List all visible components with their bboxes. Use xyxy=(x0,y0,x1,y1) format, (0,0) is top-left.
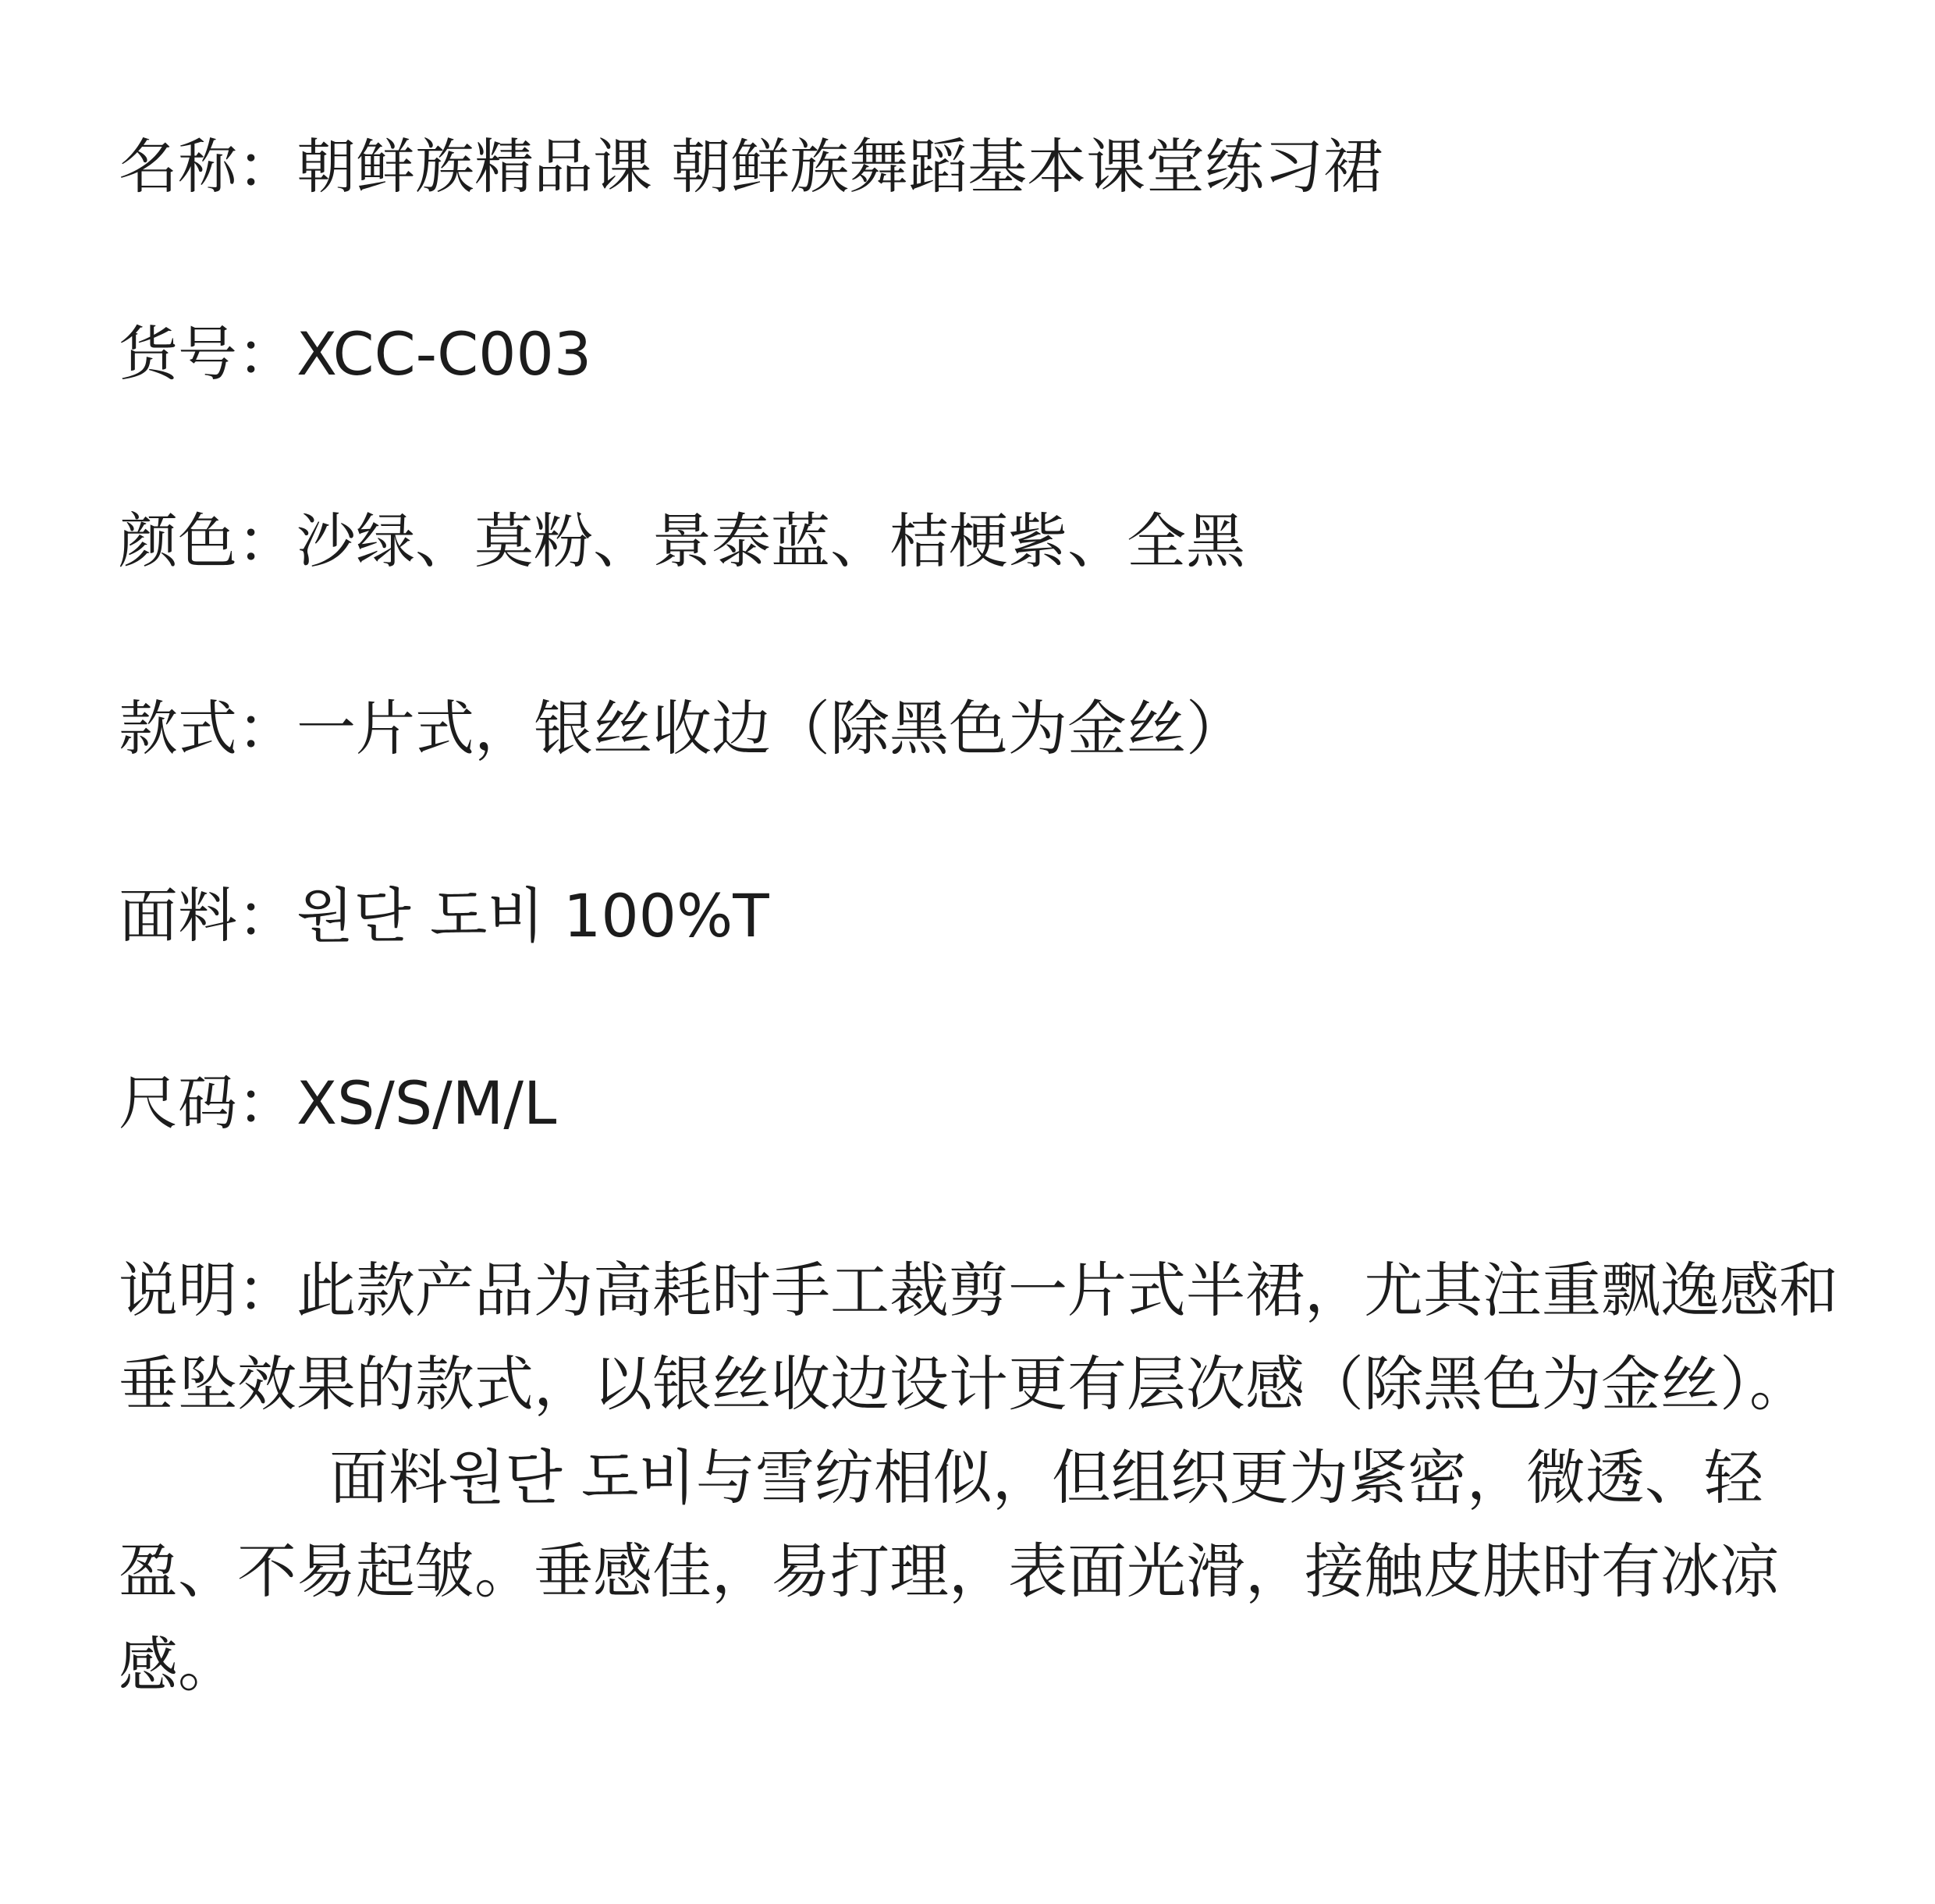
field-label: 颜色： xyxy=(119,506,296,576)
field-label: 名称： xyxy=(119,132,296,201)
field-value: XCC-C003 xyxy=(296,319,592,389)
field-description xyxy=(119,1244,1866,1712)
description-paragraph-2: 面料원단 도비与雪纺相似，但组织更为紧密，微透、轻盈、不易起皱。垂感佳，易打理，表面光滑，接触皮肤时有冰凉感。 xyxy=(119,1443,1779,1700)
field-value: 朝鲜族精品课 朝鲜族舞蹈基本课堂练习裙 xyxy=(296,132,1383,201)
field-value: 원단 도비 100%T xyxy=(296,881,769,950)
field-colors xyxy=(119,495,1859,588)
field-fabric xyxy=(119,869,1859,963)
field-label: 尺码： xyxy=(119,1068,296,1138)
description-text: 此款产品为高耗时手工裁剪一片式半裙，尤其注重飘逸感和垂坠效果的款式，以银丝收边设计更有层次感（除黑色为金丝）。 xyxy=(119,1256,1838,1419)
field-value: 沙绿、莫粉、景泰蓝、桔梗紫、全黑 xyxy=(296,506,1245,576)
description-paragraph-1 xyxy=(119,1244,1866,1431)
field-value: 一片式，银丝收边（除黑色为金丝） xyxy=(296,694,1245,763)
field-label: 款式： xyxy=(119,694,296,763)
field-value: XS/S/M/L xyxy=(296,1068,557,1138)
field-item-number xyxy=(119,307,1859,401)
field-label: 面料： xyxy=(119,881,296,950)
field-name xyxy=(119,120,1859,214)
field-sizes xyxy=(119,1057,1859,1150)
field-label: 说明： xyxy=(119,1256,296,1325)
field-label: 货号： xyxy=(119,319,296,389)
field-style xyxy=(119,682,1859,776)
